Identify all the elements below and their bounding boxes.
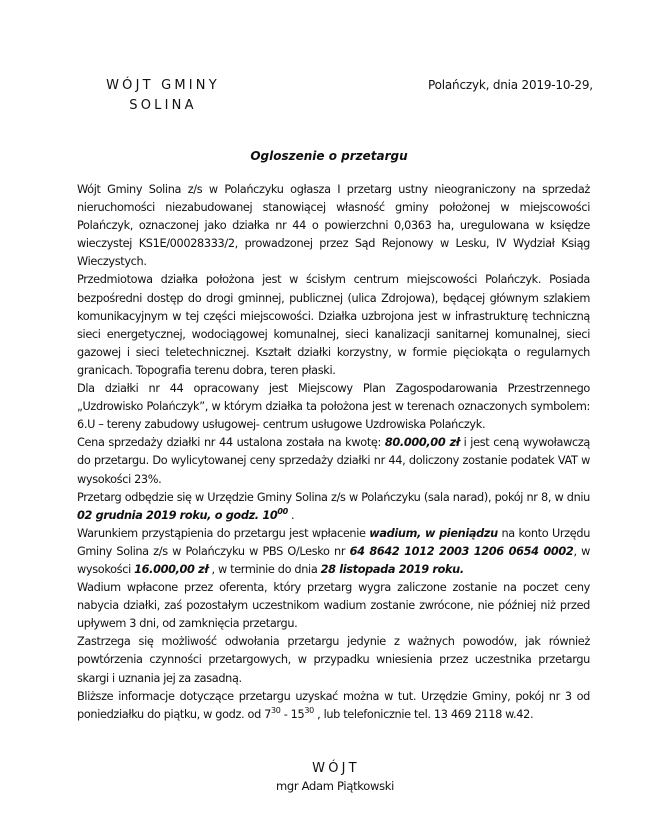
- deposit-pre: Warunkiem przystąpienia do przetargu jest wpłacenie: [77, 526, 370, 540]
- paragraph-price: [77, 434, 590, 488]
- paragraph-plot-description: Przedmiotowa działka położona jest w ścisłym centrum miejscowości Polańczyk. Posiada bezpośredni dostęp do drogi gminnej, publicznej (ulica Zdrojowa), będącej głównym szlakiem komunikacyjnym w tej części miejscowości. Działka uzbrojona jest w infrastrukturę techniczną sieci energetycznej, wodociągowej komunalnej, sieci kanalizacji sanitarnej komunalnej, sieci gazowej i sieci teletechnicznej. Kształt działki korzystny, w formie pięciokąta o regularnych granicach. Topografia terenu dobra, teren płaski.: [77, 273, 590, 377]
- contact-dash: - 15: [280, 707, 305, 721]
- deposit-mid-3: , w terminie do dnia: [208, 562, 321, 576]
- auction-time-minutes: 00: [277, 506, 288, 516]
- bank-account-number: 64 8642 1012 2003 1206 0654 0002: [349, 544, 574, 558]
- price-text-post: i jest ceną wywoławczą do przetargu. Do wylicytowanej ceny sprzedaży działki nr 44, doliczony zostanie podatek VAT w wysokości 23%.: [77, 436, 590, 486]
- paragraph-auction-date: [77, 489, 590, 525]
- deposit-deadline: 28 listopada 2019 roku.: [320, 562, 464, 576]
- paragraph-deposit-refund: Wadium wpłacone przez oferenta, który przetarg wygra zaliczone zostanie na poczet ceny nabycia działki, zaś pozostałym uczestnikom wadium zostanie zwrócone, nie później niż przed upływem 3 dni, od zamknięcia przetargu.: [77, 581, 590, 631]
- issuing-authority: [103, 76, 223, 116]
- deposit-label: wadium, w pieniądzu: [369, 526, 498, 540]
- contact-pre: Bliższe informacje dotyczące przetargu uzyskać można w tut. Urzędzie Gminy, pokój nr 3 od poniedziałku do piątku, w godz. od 7: [77, 689, 590, 721]
- starting-price: 80.000,00 zł: [384, 436, 460, 450]
- signature-title: WÓJT: [312, 761, 360, 776]
- deposit-mid-2: , w wysokości: [77, 544, 590, 576]
- auction-date-post: .: [287, 508, 295, 522]
- auction-date-text: 02 grudnia 2019 roku, o godz. 10: [77, 508, 278, 522]
- office-hours-from-minutes: 30: [270, 705, 281, 715]
- paragraph-cancellation: Zastrzega się możliwość odwołania przetargu jedynie z ważnych powodów, jak również powtórzenia czynności przetargowych, w przypadku wniesienia przez uczestnika przetargu skargi i uznania jej za zasadną.: [77, 635, 590, 685]
- paragraph-zoning-plan: Dla działki nr 44 opracowany jest Miejscowy Plan Zagospodarowania Przestrzennego „Uzdrowisko Polańczyk”, w którym działka ta położona jest w terenach oznaczonych symbolem: 6.U – tereny zabudowy usługowej- centrum usługowe Uzdrowiska Polańczyk.: [77, 382, 590, 432]
- document-title: Ogloszenie o przetargu: [250, 149, 408, 163]
- authority-line-1: WÓJT GMINY: [106, 78, 220, 93]
- paragraph-deposit: [77, 525, 590, 579]
- deposit-amount: 16.000,00 zł: [134, 562, 209, 576]
- place-and-date: Polańczyk, dnia 2019-10-29,: [428, 78, 593, 92]
- paragraph-contact-info: [77, 688, 590, 724]
- contact-post: , lub telefonicznie tel. 13 469 2118 w.42.: [313, 707, 534, 721]
- auction-date-pre: Przetarg odbędzie się w Urzędzie Gminy Solina z/s w Polańczyku (sala narad), pokój nr 8, w dniu: [77, 490, 590, 504]
- auction-date: [77, 506, 288, 522]
- authority-line-2: SOLINA: [129, 98, 197, 113]
- office-hours-to-minutes: 30: [304, 705, 314, 715]
- price-text-pre: Cena sprzedaży działki nr 44 ustalona została na kwotę:: [77, 436, 385, 450]
- signatory-name: mgr Adam Piątkowski: [275, 779, 395, 793]
- paragraph-auction-announcement: Wójt Gminy Solina z/s w Polańczyku ogłasza I przetarg ustny nieograniczony na sprzedaż nieruchomości niezabudowanej stanowiącej własność gminy położonej w miejscowości Polańczyk, oznaczonej jako działka nr 44 o powierzchni 0,0363 ha, uregulowana w księdze wieczystej KS1E/00028333/2, prowadzonej przez Sąd Rejonowy w Lesku, IV Wydział Ksiąg Wieczystych.: [77, 183, 590, 269]
- document-body: [77, 181, 590, 724]
- deposit-mid-1: na konto Urzędu Gminy Solina z/s w Polańczyku w PBS O/Lesko nr: [77, 526, 591, 558]
